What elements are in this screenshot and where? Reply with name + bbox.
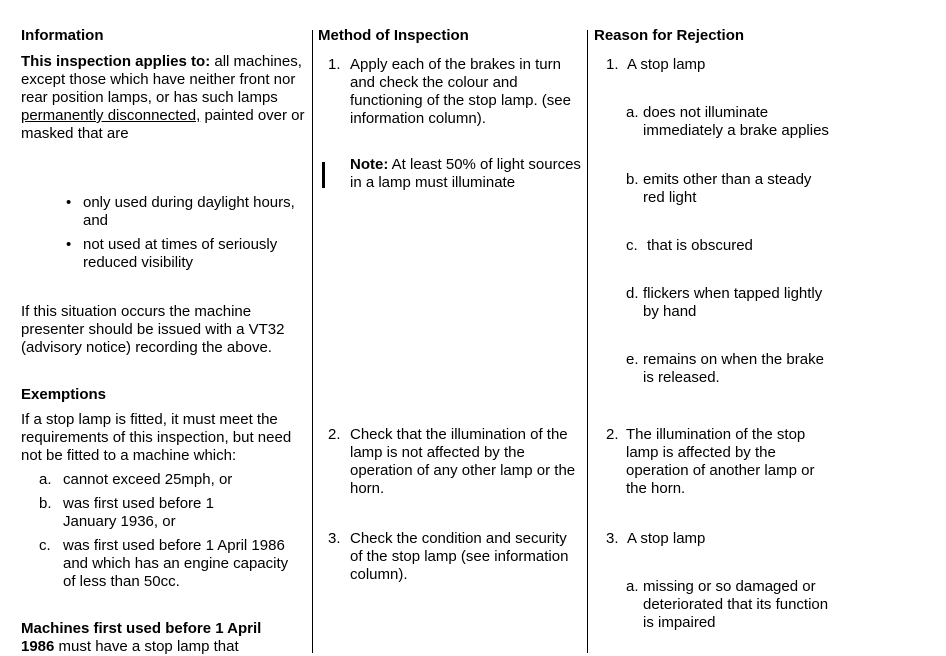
method-text: Apply each of the brakes in turn and check the colour and functioning of the stop lamp. (see information column).: [350, 56, 571, 127]
column-divider-2: [587, 30, 588, 653]
machines-paragraph: [21, 620, 281, 656]
exemption-text: was first used before 1 April 1986 and which has an engine capacity of less than 50cc.: [63, 537, 289, 590]
exemptions-heading: Exemptions: [21, 386, 107, 403]
method-text: Check that the illumination of the lamp is not affected by the operation of any other lamp or the horn.: [350, 426, 576, 497]
applies-text-1: all machines, except those which have neither front nor rear position lamps, or has such lamps: [21, 53, 302, 106]
exemption-text: cannot exceed 25mph, or: [63, 471, 233, 488]
bullet-marker: •: [66, 194, 72, 211]
reason-sub-item-d: [594, 285, 894, 321]
bullet-item-daylight: [21, 194, 307, 230]
method-number: 2.: [328, 426, 341, 443]
reason-sub-item-b: [594, 171, 894, 207]
applies-bold: This inspection applies to:: [21, 53, 211, 70]
exemption-marker: c.: [39, 537, 51, 554]
reason-sub-text: missing or so damaged or deteriorated that its function is impaired: [643, 578, 829, 631]
bullet-marker: •: [66, 236, 72, 253]
exemption-text: was first used before 1 January 1936, or: [63, 495, 214, 530]
machines-text: must have a stop lamp that: [54, 638, 239, 655]
bullet-text: only used during daylight hours, and: [83, 194, 295, 229]
reason-sub-marker: b.: [626, 171, 639, 188]
reason-column: [594, 0, 894, 653]
reason-sub-text: emits other than a steady red light: [643, 171, 812, 206]
reason-item-3: [594, 530, 894, 548]
reason-text: A stop lamp: [627, 530, 706, 547]
reason-item-1: [594, 56, 894, 74]
exemption-marker: a.: [39, 471, 52, 488]
method-item-3: [318, 530, 584, 584]
reason-sub-text: that is obscured: [647, 237, 753, 254]
reason-sub-marker: e.: [626, 351, 639, 368]
reason-sub-marker: a.: [626, 578, 639, 595]
method-item-1: [318, 56, 584, 128]
applies-underline: permanently disconnected,: [21, 107, 201, 124]
reason-text: The illumination of the stop lamp is affected by the operation of another lamp or the horn.: [626, 426, 815, 497]
exemption-marker: b.: [39, 495, 52, 512]
reason-sub-text: remains on when the brake is released.: [643, 351, 824, 386]
reason-number: 3.: [606, 530, 619, 547]
reason-header: Reason for Rejection: [594, 27, 745, 44]
exemption-item-b: [21, 495, 307, 531]
reason-sub-item-a: [594, 104, 894, 140]
reason-item-2: [594, 426, 894, 498]
column-divider-1: [312, 30, 313, 653]
reason-sub-marker: a.: [626, 104, 639, 121]
bullet-item-visibility: [21, 236, 307, 272]
information-header: Information: [21, 27, 104, 44]
method-number: 3.: [328, 530, 341, 547]
note-bold: Note:: [350, 156, 389, 173]
reason-number: 2.: [606, 426, 619, 443]
method-column: [318, 0, 584, 653]
reason-number: 1.: [606, 56, 619, 73]
reason-sub-item-e: [594, 351, 894, 387]
information-column: [21, 0, 307, 653]
method-text: Check the condition and security of the stop lamp (see information column).: [350, 530, 569, 583]
situation-paragraph: If this situation occurs the machine presenter should be issued with a VT32 (advisory notice) recording the above.: [21, 303, 285, 356]
reason-sub-marker: c.: [626, 237, 638, 254]
reason-sub-marker: d.: [626, 285, 639, 302]
applies-text-2: painted over or masked that are: [21, 107, 305, 142]
exemption-item-a: [21, 471, 307, 489]
reason-sub-text: does not illuminate immediately a brake applies: [643, 104, 829, 139]
change-bar: [322, 162, 325, 188]
bullet-text: not used at times of seriously reduced visibility: [83, 236, 278, 271]
method-item-2: [318, 426, 584, 498]
method-header: Method of Inspection: [318, 27, 469, 44]
exemption-item-c: [21, 537, 307, 591]
exemptions-paragraph: If a stop lamp is fitted, it must meet the requirements of this inspection, but need not be fitted to a machine which:: [21, 411, 292, 464]
applies-paragraph: [21, 53, 305, 143]
reason-sub-item-3a: [594, 578, 894, 632]
note-paragraph: [350, 156, 584, 192]
method-number: 1.: [328, 56, 341, 73]
machines-bold: Machines first used before 1 April 1986: [21, 620, 262, 655]
reason-sub-text: flickers when tapped lightly by hand: [643, 285, 823, 320]
reason-sub-item-c: [594, 237, 894, 255]
reason-text: A stop lamp: [627, 56, 706, 73]
note-text: At least 50% of light sources in a lamp must illuminate: [350, 156, 581, 191]
